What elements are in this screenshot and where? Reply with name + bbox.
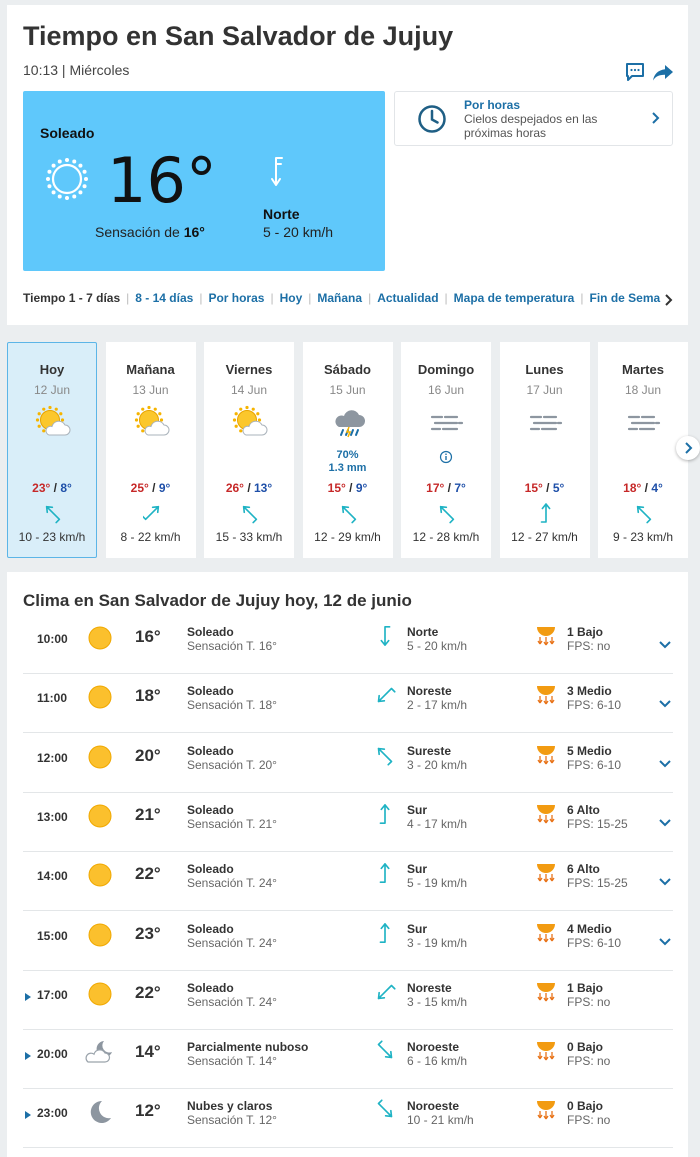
hour-wind-speed: 3 - 15 km/h: [407, 994, 468, 1009]
hour-feels-like: Sensación T. 24°: [187, 994, 277, 1009]
day-card[interactable]: [106, 342, 196, 558]
moon-icon: [85, 1097, 115, 1127]
feels-label: Sensación de: [95, 224, 184, 240]
uv-index-icon: [535, 682, 557, 708]
day-min-temp: 9°: [355, 481, 368, 495]
hour-time: 12:00: [37, 750, 68, 765]
day-date: 14 Jun: [230, 383, 268, 397]
sun-cloud-icon: [35, 405, 71, 441]
page-title: Tiempo en San Salvador de Jujuy: [23, 21, 454, 51]
day-wind-speed: 12 - 29 km/h: [314, 530, 381, 544]
current-wind-direction: Norte: [263, 206, 300, 222]
day-temperature: [304, 481, 392, 495]
hourly-row[interactable]: [23, 1030, 673, 1089]
hour-condition: Soleado: [187, 625, 234, 639]
hour-feels-like: Sensación T. 18°: [187, 698, 277, 713]
hourly-row[interactable]: [23, 1089, 673, 1148]
nav-link-1-7-days[interactable]: Tiempo 1 - 7 días: [23, 291, 121, 305]
hourly-link-description: Cielos despejados en las próximas horas: [464, 112, 598, 140]
day-temperature: [599, 481, 687, 495]
wind-arrow-icon: [374, 922, 396, 944]
sun-icon: [85, 742, 115, 772]
hourly-today-card: [7, 572, 688, 1157]
uv-index-icon: [535, 623, 557, 649]
wind-arrow-icon: [143, 501, 161, 525]
day-max-temp: 15°: [524, 481, 543, 495]
hour-condition: Soleado: [187, 743, 234, 758]
daily-forecast-strip: [7, 342, 697, 558]
temp-separator: /: [345, 481, 356, 495]
day-name: Mañana: [126, 362, 175, 377]
wind-arrow-icon: [438, 501, 456, 525]
spf-recommendation: FPS: no: [567, 1113, 611, 1128]
rain-probability: 70%: [336, 449, 359, 461]
day-wind-speed: 8 - 22 km/h: [120, 530, 181, 544]
fog-icon: [429, 405, 465, 441]
hour-condition: Soleado: [187, 862, 234, 877]
comment-icon[interactable]: [623, 60, 647, 84]
spf-recommendation: FPS: 6-10: [567, 698, 622, 713]
day-min-temp: 13°: [254, 481, 273, 495]
sun-icon: [85, 623, 115, 653]
temp-separator: /: [148, 481, 159, 495]
hour-condition: Soleado: [187, 921, 234, 936]
day-name: Sábado: [324, 362, 371, 377]
spf-recommendation: FPS: no: [567, 639, 611, 653]
wind-arrow-icon: [374, 625, 396, 647]
day-min-temp: 9°: [158, 481, 171, 495]
uv-index-icon: [535, 860, 557, 886]
sun-icon: [85, 920, 115, 950]
hourly-today-title: Clima en San Salvador de Jujuy hoy, 12 de junio: [23, 591, 412, 610]
current-temperature: 16°: [107, 144, 217, 217]
current-wind-speed: 5 - 20 km/h: [263, 224, 334, 240]
day-max-temp: 23°: [32, 481, 51, 495]
temp-separator: /: [50, 481, 61, 495]
wind-arrow-icon: [374, 684, 396, 706]
hour-temperature: 20°: [135, 745, 161, 765]
hour-wind-direction: Noreste: [407, 980, 452, 995]
nav-link-8-14-days[interactable]: 8 - 14 días: [135, 291, 194, 305]
sun-icon: [85, 979, 115, 1009]
hour-temperature: 14°: [135, 1042, 161, 1062]
hour-condition: Soleado: [187, 684, 234, 699]
wind-arrow-icon: [44, 501, 62, 525]
day-temperature: [8, 481, 96, 495]
day-max-temp: 18°: [623, 481, 642, 495]
uv-index-icon: [535, 801, 557, 827]
day-wind-speed: 15 - 33 km/h: [215, 530, 283, 544]
day-date: 12 Jun: [33, 383, 71, 397]
wind-arrow-icon: [374, 803, 396, 825]
forecast-nav: Tiempo 1 - 7 días | 8 - 14 días | Por horas | Hoy | Mañana | Actualidad | Mapa de temperatura | Fin de Sema: [23, 291, 688, 305]
rain-amount: 1.3 mm: [328, 462, 367, 474]
sun-icon: [85, 860, 115, 890]
hour-condition: Nubes y claros: [187, 1099, 273, 1114]
chevron-down-icon[interactable]: [659, 640, 671, 650]
hourly-forecast-link[interactable]: [394, 91, 673, 146]
hour-condition: Soleado: [187, 980, 234, 995]
uv-level: 3 Medio: [567, 684, 612, 699]
uv-level: 6 Alto: [567, 802, 600, 817]
day-card[interactable]: [204, 342, 294, 558]
play-icon[interactable]: [25, 993, 31, 1001]
hour-time: 11:00: [37, 691, 68, 706]
day-name: Domingo: [417, 362, 475, 377]
nav-link-news[interactable]: Actualidad: [377, 291, 439, 305]
hourly-row[interactable]: [23, 852, 673, 911]
hour-time: 15:00: [37, 928, 68, 943]
hour-feels-like: Sensación T. 21°: [187, 816, 277, 831]
day-temperature: [107, 481, 195, 495]
hour-feels-like: Sensación T. 12°: [187, 1113, 277, 1128]
hour-feels-like: Sensación T. 16°: [187, 639, 277, 653]
sun-cloud-icon: [232, 405, 268, 441]
hour-temperature: 16°: [135, 627, 161, 646]
hour-wind-direction: Norte: [407, 625, 439, 639]
hourly-row[interactable]: [23, 674, 673, 733]
hour-feels-like: Sensación T. 24°: [187, 876, 277, 891]
page-subtitle: 10:13 | Miércoles: [23, 62, 130, 78]
hour-time: 23:00: [37, 1106, 68, 1121]
hour-wind-direction: Sur: [407, 862, 428, 877]
rain-info: [304, 449, 392, 475]
current-condition: Soleado: [40, 125, 95, 141]
uv-level: 5 Medio: [567, 743, 612, 758]
wind-arrow-icon: [537, 501, 555, 525]
day-name: Lunes: [525, 362, 564, 377]
temp-separator: /: [641, 481, 652, 495]
hour-feels-like: Sensación T. 14°: [187, 1054, 277, 1069]
uv-index-icon: [535, 920, 557, 946]
uv-level: 0 Bajo: [567, 1099, 604, 1114]
sun-cloud-icon: [134, 405, 170, 441]
days-scroll-right-icon[interactable]: [676, 436, 700, 460]
spf-recommendation: FPS: 6-10: [567, 935, 622, 950]
day-date: 18 Jun: [624, 383, 662, 397]
hour-time: 17:00: [37, 987, 68, 1002]
moon-cloud-icon: [85, 1038, 115, 1068]
day-min-temp: 7°: [454, 481, 466, 495]
temp-separator: /: [444, 481, 455, 495]
hour-wind-speed: 10 - 21 km/h: [407, 1113, 474, 1128]
current-conditions-panel: [23, 91, 385, 271]
day-card[interactable]: [401, 342, 491, 558]
spf-recommendation: FPS: 15-25: [567, 816, 628, 831]
nav-link-weekend[interactable]: Fin de Sema: [589, 291, 661, 305]
day-wind-speed: 12 - 27 km/h: [511, 530, 578, 544]
rain-cloud-icon: [331, 405, 367, 441]
current-feels-like: [95, 224, 205, 240]
hour-wind-speed: 4 - 17 km/h: [407, 816, 468, 831]
chevron-down-icon[interactable]: [659, 877, 671, 887]
sun-outline-icon: [43, 155, 91, 203]
chevron-down-icon[interactable]: [659, 818, 671, 828]
hour-temperature: 12°: [135, 1101, 161, 1121]
wind-arrow-icon: [374, 981, 396, 1003]
uv-level: 4 Medio: [567, 921, 612, 936]
spf-recommendation: FPS: 15-25: [567, 876, 628, 891]
hour-wind-direction: Noroeste: [407, 1040, 460, 1055]
hourly-link-title: Por horas: [464, 98, 521, 112]
day-name: Viernes: [225, 362, 273, 377]
hourly-row[interactable]: [23, 971, 673, 1030]
day-min-temp: 8°: [60, 481, 72, 495]
day-max-temp: 17°: [426, 481, 445, 495]
day-wind-speed: 9 - 23 km/h: [612, 530, 674, 544]
hour-wind-speed: 5 - 20 km/h: [407, 639, 468, 653]
hour-temperature: 23°: [135, 923, 161, 943]
day-date: 17 Jun: [526, 383, 563, 397]
day-date: 15 Jun: [329, 383, 366, 397]
hour-wind-direction: Noreste: [407, 684, 452, 699]
share-icon[interactable]: [651, 60, 675, 84]
hour-feels-like: Sensación T. 20°: [187, 757, 277, 772]
day-date: 16 Jun: [427, 383, 465, 397]
nav-link-temperature-map[interactable]: Mapa de temperatura: [453, 291, 575, 305]
chevron-down-icon[interactable]: [659, 759, 671, 769]
fog-icon: [528, 405, 564, 441]
uv-index-icon: [535, 1038, 557, 1064]
fog-icon: [626, 405, 662, 441]
wind-arrow-icon: [374, 744, 396, 766]
day-max-temp: 15°: [327, 481, 346, 495]
hour-wind-speed: 3 - 20 km/h: [407, 757, 468, 772]
clock-icon: [417, 104, 447, 134]
nav-link-hourly[interactable]: Por horas: [208, 291, 265, 305]
wind-arrow-icon: [374, 862, 396, 884]
nav-link-tomorrow[interactable]: Mañana: [317, 291, 363, 305]
day-temperature: [402, 481, 490, 495]
day-card[interactable]: [500, 342, 590, 558]
hour-temperature: 21°: [135, 804, 161, 824]
uv-index-icon: [535, 742, 557, 768]
chevron-right-icon: [650, 110, 662, 126]
spf-recommendation: FPS: no: [567, 994, 611, 1009]
day-temperature: [205, 481, 293, 495]
hourly-row[interactable]: [23, 734, 673, 793]
uv-index-icon: [535, 979, 557, 1005]
uv-level: 0 Bajo: [567, 1040, 604, 1055]
nav-scroll-right-icon[interactable]: [664, 294, 674, 306]
day-min-temp: 5°: [552, 481, 565, 495]
sun-icon: [85, 682, 115, 712]
uv-level: 1 Bajo: [567, 625, 604, 639]
info-icon[interactable]: [439, 450, 453, 464]
wind-arrow-down-icon: [266, 155, 286, 189]
hour-temperature: 22°: [135, 982, 161, 1002]
nav-link-today[interactable]: Hoy: [279, 291, 303, 305]
wind-arrow-icon: [374, 1040, 396, 1062]
temp-separator: /: [243, 481, 254, 495]
hour-temperature: 22°: [135, 864, 161, 884]
uv-level: 1 Bajo: [567, 980, 604, 995]
hour-wind-direction: Noroeste: [407, 1099, 460, 1114]
day-card[interactable]: [7, 342, 97, 558]
day-card[interactable]: [303, 342, 393, 558]
uv-index-icon: [535, 1097, 557, 1123]
day-max-temp: 26°: [225, 481, 244, 495]
wind-arrow-icon: [340, 501, 358, 525]
hourly-row[interactable]: [23, 912, 673, 971]
day-temperature: [501, 481, 589, 495]
day-name: Hoy: [39, 362, 65, 377]
hourly-row[interactable]: [23, 615, 673, 674]
day-wind-speed: 12 - 28 km/h: [412, 530, 480, 544]
spf-recommendation: FPS: 6-10: [567, 757, 622, 772]
temp-separator: /: [542, 481, 553, 495]
hourly-row[interactable]: [23, 793, 673, 852]
wind-arrow-icon: [241, 501, 259, 525]
day-max-temp: 25°: [130, 481, 149, 495]
hour-temperature: 18°: [135, 686, 161, 706]
hour-wind-direction: Sur: [407, 802, 428, 817]
hour-wind-speed: 2 - 17 km/h: [407, 698, 468, 713]
day-name: Martes: [622, 362, 664, 377]
hour-time: 10:00: [37, 632, 68, 646]
play-icon[interactable]: [25, 1111, 31, 1119]
hour-condition: Soleado: [187, 802, 234, 817]
hour-wind-speed: 3 - 19 km/h: [407, 935, 468, 950]
feels-value: 16°: [183, 224, 205, 240]
spf-recommendation: FPS: no: [567, 1054, 611, 1069]
uv-level: 6 Alto: [567, 862, 600, 877]
day-wind-speed: 10 - 23 km/h: [18, 530, 86, 544]
hour-time: 14:00: [37, 869, 68, 884]
hour-time: 13:00: [37, 809, 68, 824]
sun-icon: [85, 801, 115, 831]
wind-arrow-icon: [374, 1099, 396, 1121]
day-min-temp: 4°: [651, 481, 663, 495]
wind-arrow-icon: [635, 501, 653, 525]
hour-wind-direction: Sureste: [407, 743, 452, 758]
day-card[interactable]: [598, 342, 688, 558]
hour-feels-like: Sensación T. 24°: [187, 935, 277, 950]
hour-wind-speed: 5 - 19 km/h: [407, 876, 468, 891]
play-icon[interactable]: [25, 1052, 31, 1060]
hour-time: 20:00: [37, 1047, 68, 1062]
chevron-down-icon[interactable]: [659, 699, 671, 709]
chevron-down-icon[interactable]: [659, 937, 671, 947]
day-date: 13 Jun: [132, 383, 169, 397]
hour-condition: Parcialmente nuboso: [187, 1040, 309, 1055]
hour-wind-speed: 6 - 16 km/h: [407, 1054, 468, 1069]
current-weather-card: [7, 5, 688, 325]
hour-wind-direction: Sur: [407, 921, 428, 936]
